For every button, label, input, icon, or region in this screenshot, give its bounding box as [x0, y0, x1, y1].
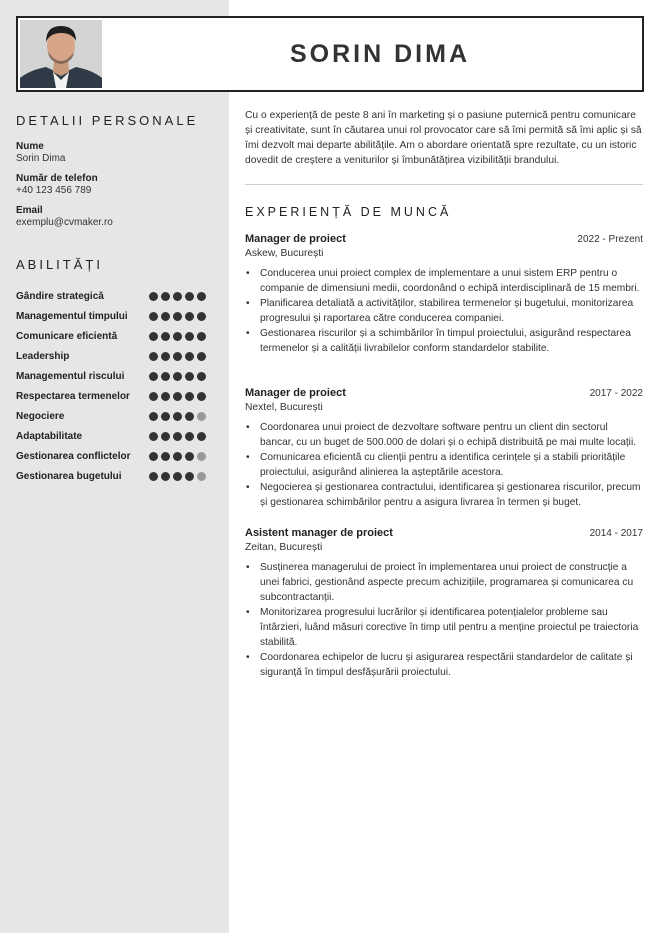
rating-dot-filled: [173, 452, 182, 461]
rating-dot-filled: [185, 352, 194, 361]
rating-dot-filled: [149, 432, 158, 441]
skill-name: Comunicare eficientă: [16, 330, 118, 342]
detail-name: [16, 141, 216, 173]
rating-dot-filled: [149, 312, 158, 321]
skills-title: ABILITĂȚI: [16, 257, 103, 272]
skill-rating: [149, 312, 206, 321]
job-bullets: [245, 420, 643, 510]
job-bullet: • Negocierea și gestionarea contractului, identificarea și gestionarea riscurilor, precum și gestionarea schimbărilor pentru a asigura livrarea în termen și buget.: [260, 480, 643, 510]
rating-dot-filled: [197, 392, 206, 401]
skill-rating: [149, 332, 206, 341]
header: [16, 16, 644, 92]
skill-row: [16, 426, 206, 446]
skill-rating: [149, 392, 206, 401]
detail-value: exemplu@cvmaker.ro: [16, 217, 113, 228]
skill-name: Respectarea termenelor: [16, 390, 130, 402]
rating-dot-filled: [161, 412, 170, 421]
rating-dot-filled: [149, 472, 158, 481]
rating-dot-filled: [173, 332, 182, 341]
skill-rating: [149, 292, 206, 301]
rating-dot-filled: [161, 292, 170, 301]
skill-rating: [149, 412, 206, 421]
rating-dot-filled: [161, 472, 170, 481]
rating-dot-filled: [149, 292, 158, 301]
skill-name: Gestionarea conflictelor: [16, 450, 131, 462]
job-title: Manager de proiect: [245, 387, 346, 399]
skill-name: Managementul timpului: [16, 310, 128, 322]
skill-name: Gestionarea bugetului: [16, 470, 122, 482]
profile-summary: Cu o experiență de peste 8 ani în marketing și o pasiune puternică pentru comunicare și creativitate, sunt în căutarea unui rol provocator care să îmi permită să îmi aplic și să îmi dezvolt mai departe abilitățile. Am o abordare orientată spre rezultate, cu un istoric dovedit de creștere a veniturilor și îmbunătățirea vizibilității brandului.: [245, 110, 642, 166]
rating-dot-filled: [185, 472, 194, 481]
detail-value: Sorin Dima: [16, 153, 66, 164]
rating-dot-filled: [173, 352, 182, 361]
detail-phone: [16, 173, 216, 205]
skill-row: [16, 406, 206, 426]
rating-dot-filled: [197, 292, 206, 301]
rating-dot-filled: [197, 352, 206, 361]
skill-name: Gândire strategică: [16, 290, 104, 302]
rating-dot-filled: [185, 432, 194, 441]
profile-photo: [20, 20, 102, 88]
rating-dot-filled: [149, 372, 158, 381]
rating-dot-filled: [161, 332, 170, 341]
skills-list: [16, 286, 206, 486]
job-bullets: [245, 266, 643, 356]
rating-dot-filled: [173, 432, 182, 441]
rating-dot-empty: [197, 412, 206, 421]
rating-dot-filled: [149, 392, 158, 401]
job-company: Nextel, București: [245, 402, 323, 413]
job-entry: [245, 527, 643, 680]
rating-dot-filled: [173, 312, 182, 321]
rating-dot-filled: [185, 412, 194, 421]
rating-dot-filled: [173, 412, 182, 421]
rating-dot-filled: [161, 372, 170, 381]
rating-dot-filled: [197, 332, 206, 341]
rating-dot-empty: [197, 452, 206, 461]
detail-email: [16, 205, 216, 237]
rating-dot-filled: [185, 292, 194, 301]
rating-dot-filled: [161, 432, 170, 441]
rating-dot-filled: [149, 352, 158, 361]
job-title: Asistent manager de proiect: [245, 527, 393, 539]
job-dates: 2014 - 2017: [589, 528, 643, 539]
skill-row: [16, 446, 206, 466]
rating-dot-filled: [185, 392, 194, 401]
job-bullet: • Gestionarea riscurilor și a schimbărilor în timpul proiectului, asigurând respectarea termenelor și a calității livrabilelor conform standardelor stabilite.: [260, 326, 643, 356]
skill-rating: [149, 472, 206, 481]
skill-row: [16, 326, 206, 346]
job-entry: [245, 233, 643, 356]
personal-details-title: DETALII PERSONALE: [16, 113, 199, 128]
skill-row: [16, 366, 206, 386]
detail-value: +40 123 456 789: [16, 185, 92, 196]
skill-name: Leadership: [16, 350, 70, 362]
skill-rating: [149, 432, 206, 441]
rating-dot-filled: [161, 352, 170, 361]
detail-label: Număr de telefon: [16, 173, 98, 184]
job-company: Askew, București: [245, 248, 324, 259]
rating-dot-filled: [173, 292, 182, 301]
rating-dot-filled: [149, 452, 158, 461]
skill-row: [16, 386, 206, 406]
skill-row: [16, 286, 206, 306]
skill-name: Adaptabilitate: [16, 430, 83, 442]
rating-dot-filled: [173, 392, 182, 401]
job-bullets: [245, 560, 643, 680]
rating-dot-filled: [185, 332, 194, 341]
job-bullet: • Monitorizarea progresului lucrărilor și identificarea potențialelor probleme sau întârzieri, luând măsuri corective în timp util pentru a menține proiectul pe traiectoria stabilită.: [260, 605, 643, 650]
job-title: Manager de proiect: [245, 233, 346, 245]
rating-dot-filled: [161, 452, 170, 461]
rating-dot-filled: [197, 312, 206, 321]
section-divider: [245, 184, 643, 185]
job-bullet: • Coordonarea echipelor de lucru și asigurarea respectării standardelor de calitate și siguranță în timpul desfășurării proiectului.: [260, 650, 643, 680]
rating-dot-filled: [197, 432, 206, 441]
rating-dot-filled: [173, 372, 182, 381]
job-bullet: • Susținerea managerului de proiect în implementarea unui proiect de construcție a unei fabrici, gestionând aspecte precum achizițiile, programarea și comunicarea cu subcontractanții.: [260, 560, 643, 605]
personal-details: [16, 141, 216, 237]
rating-dot-filled: [185, 312, 194, 321]
rating-dot-filled: [173, 472, 182, 481]
skill-row: [16, 306, 206, 326]
rating-dot-filled: [185, 452, 194, 461]
skill-rating: [149, 372, 206, 381]
candidate-name: SORIN DIMA: [290, 39, 470, 68]
job-dates: 2022 - Prezent: [577, 234, 643, 245]
skill-rating: [149, 352, 206, 361]
rating-dot-filled: [185, 372, 194, 381]
rating-dot-filled: [161, 312, 170, 321]
job-bullet: • Planificarea detaliată a activităților, stabilirea termenelor și bugetului, monitorizarea progresului și raportarea către conducerea companiei.: [260, 296, 643, 326]
job-entry: [245, 387, 643, 510]
job-bullet: • Comunicarea eficientă cu clienții pentru a identifica cerințele și a stabili prioritățile proiectului, asigurând alinierea la așteptările acestora.: [260, 450, 643, 480]
experience-title: EXPERIENȚĂ DE MUNCĂ: [245, 205, 452, 219]
rating-dot-filled: [197, 372, 206, 381]
detail-label: Nume: [16, 141, 44, 152]
rating-dot-filled: [161, 392, 170, 401]
rating-dot-filled: [149, 412, 158, 421]
skill-name: Managementul riscului: [16, 370, 125, 382]
detail-label: Email: [16, 205, 43, 216]
skill-row: [16, 466, 206, 486]
job-company: Zeitan, București: [245, 542, 323, 553]
skill-rating: [149, 452, 206, 461]
skill-row: [16, 346, 206, 366]
rating-dot-filled: [149, 332, 158, 341]
rating-dot-empty: [197, 472, 206, 481]
job-bullet: • Coordonarea unui proiect de dezvoltare software pentru un client din sectorul bancar, cu un buget de 500.000 de dolari și o echipă distribuită pe mai multe locații.: [260, 420, 643, 450]
skill-name: Negociere: [16, 410, 65, 422]
job-dates: 2017 - 2022: [589, 388, 643, 399]
job-bullet: • Conducerea unui proiect complex de implementare a unui sistem ERP pentru o companie de dimensiuni medii, coordonând o echipă interdisciplinară de 15 membri.: [260, 266, 643, 296]
